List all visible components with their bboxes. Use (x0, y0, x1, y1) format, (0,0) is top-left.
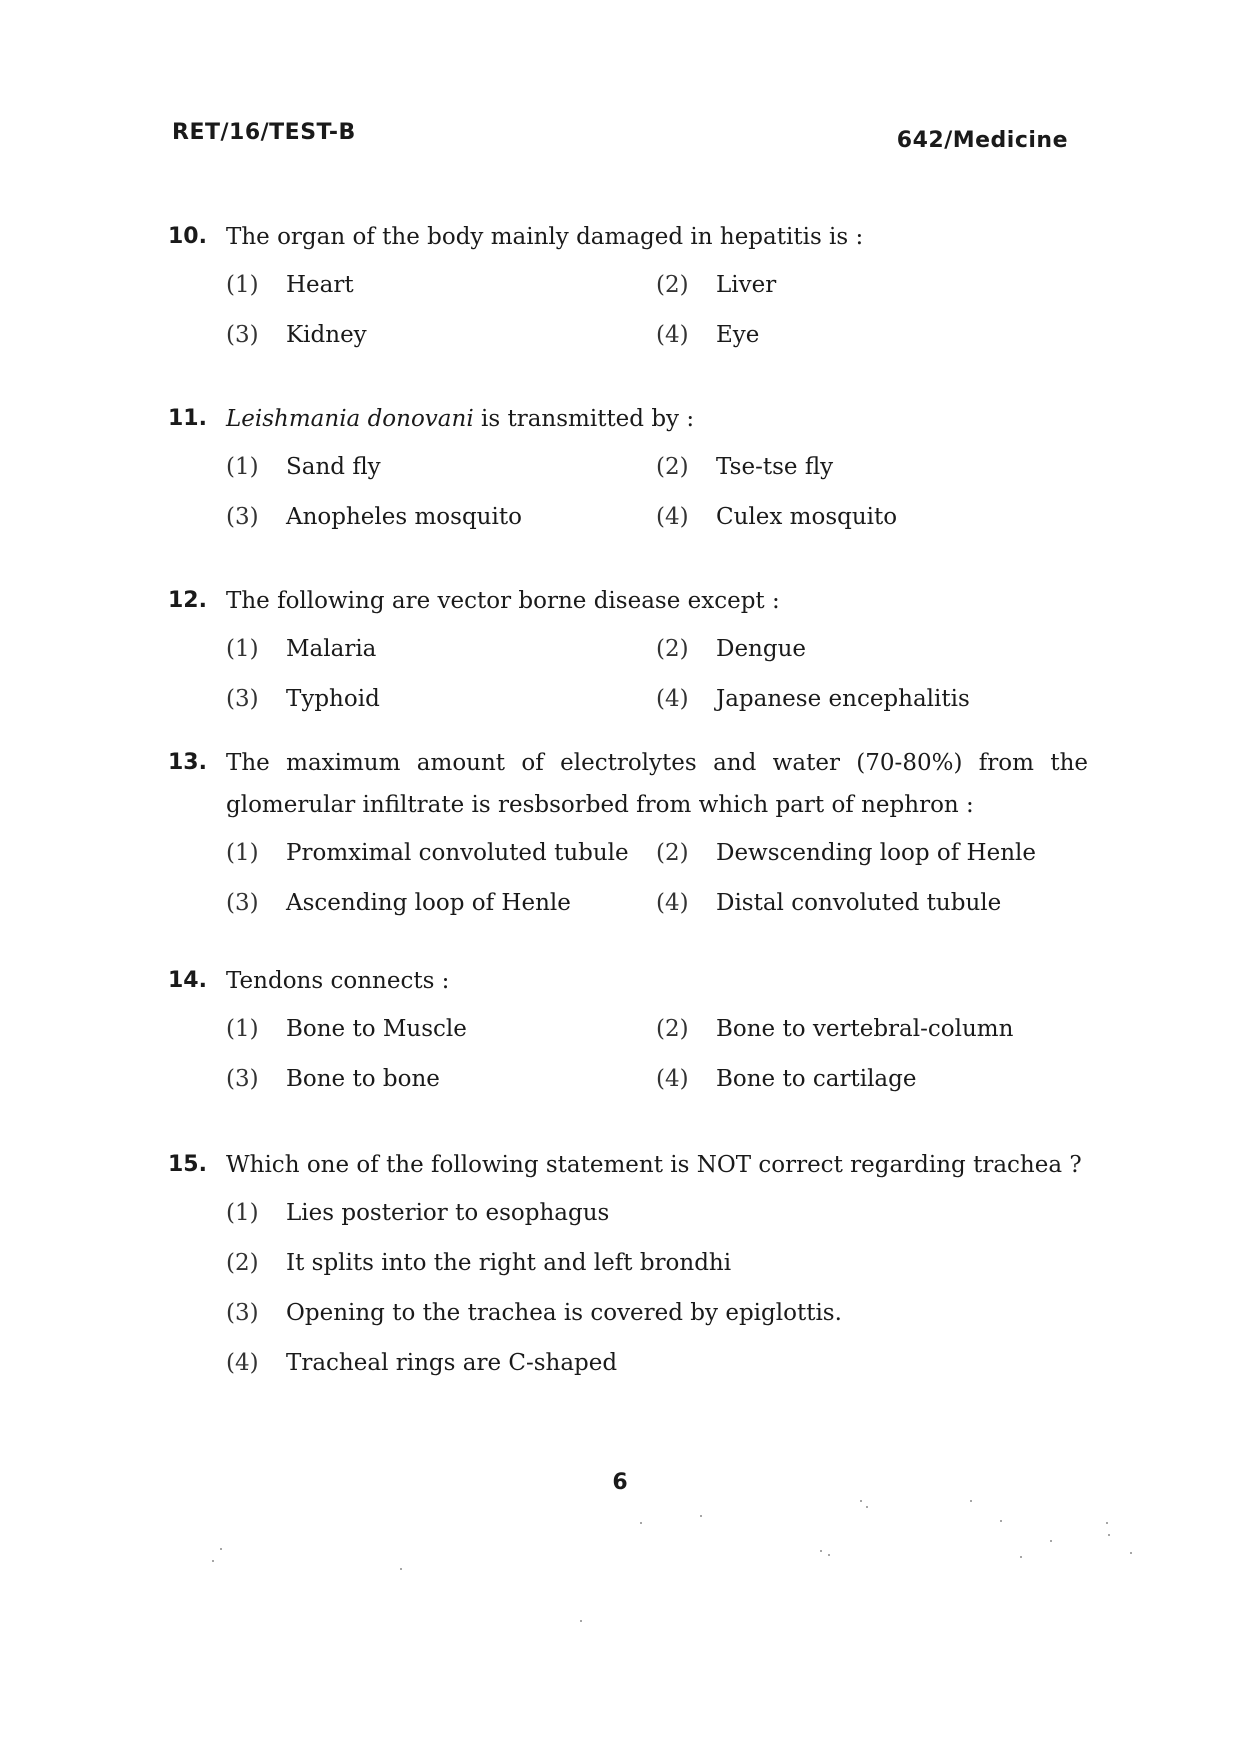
option-text: Bone to vertebral-column (716, 1016, 1014, 1042)
option-number: (4) (656, 504, 689, 530)
option-text: Dengue (716, 636, 807, 662)
option-4 (656, 496, 1076, 538)
subject-label: 642/Medicine (896, 128, 1068, 153)
option-number: (2) (226, 1250, 259, 1276)
question-number: 15. (168, 1152, 207, 1177)
option-text: Bone to cartilage (716, 1066, 917, 1092)
option-3 (226, 678, 656, 720)
option-number: (2) (656, 454, 689, 480)
question-text (226, 398, 1088, 440)
option-text: Typhoid (286, 686, 380, 712)
question-11 (168, 398, 1088, 538)
option-text: Liver (716, 272, 777, 298)
option-3 (226, 882, 656, 924)
option-number: (2) (656, 840, 689, 866)
option-number: (1) (226, 636, 259, 662)
option-4 (656, 882, 1076, 924)
option-text: Heart (286, 272, 354, 298)
option-text: Sand fly (286, 454, 381, 480)
option-text: Culex mosquito (716, 504, 898, 530)
option-number: (3) (226, 1300, 259, 1326)
options-list (226, 628, 1088, 720)
option-4 (656, 678, 1076, 720)
option-text: Bone to Muscle (286, 1016, 467, 1042)
option-2 (656, 446, 1076, 488)
option-text: Lies posterior to esophagus (286, 1200, 610, 1226)
option-number: (4) (656, 1066, 689, 1092)
question-number: 13. (168, 750, 207, 775)
option-3 (226, 1058, 656, 1100)
option-text: Distal convoluted tubule (716, 890, 1002, 916)
option-text: Malaria (286, 636, 377, 662)
option-1 (226, 1192, 1086, 1234)
question-13 (168, 742, 1088, 924)
question-text: Which one of the following statement is NOT correct regarding trachea ? (226, 1152, 1082, 1178)
option-text: Eye (716, 322, 760, 348)
option-number: (1) (226, 840, 259, 866)
option-text: Anopheles mosquito (286, 504, 522, 530)
option-text: It splits into the right and left brondhi (286, 1250, 732, 1276)
options-list (226, 1192, 1088, 1384)
question-number: 14. (168, 968, 207, 993)
option-text: Bone to bone (286, 1066, 440, 1092)
option-1 (226, 1008, 656, 1050)
organism-name: Leishmania donovani (226, 406, 474, 432)
options-list (226, 264, 1088, 356)
exam-code: RET/16/TEST-B (172, 120, 356, 145)
option-text: Promximal convoluted tubule (286, 840, 629, 866)
option-number: (2) (656, 1016, 689, 1042)
option-3 (226, 496, 656, 538)
option-number: (3) (226, 504, 259, 530)
page-number: 6 (612, 1470, 628, 1495)
question-text: The maximum amount of electrolytes and water (70-80%) from the glomerular infiltrate is resbsorbed from which part of nephron : (226, 750, 1088, 818)
question-number: 10. (168, 224, 207, 249)
question-14 (168, 960, 1088, 1100)
option-number: (4) (656, 322, 689, 348)
option-number: (3) (226, 686, 259, 712)
option-number: (3) (226, 1066, 259, 1092)
option-2 (226, 1242, 1086, 1284)
option-number: (1) (226, 1200, 259, 1226)
question-15 (168, 1144, 1088, 1384)
option-1 (226, 628, 656, 670)
option-text: Opening to the trachea is covered by epiglottis. (286, 1300, 842, 1326)
option-number: (4) (656, 890, 689, 916)
option-4 (656, 314, 1076, 356)
option-number: (1) (226, 272, 259, 298)
question-12 (168, 580, 1088, 720)
option-2 (656, 832, 1076, 874)
option-number: (2) (656, 636, 689, 662)
question-text-rest: is transmitted by : (473, 406, 695, 432)
option-4 (656, 1058, 1076, 1100)
option-1 (226, 446, 656, 488)
question-text: Tendons connects : (226, 968, 450, 994)
question-text: The organ of the body mainly damaged in hepatitis is : (226, 224, 864, 250)
question-number: 12. (168, 588, 207, 613)
question-number: 11. (168, 406, 207, 431)
option-2 (656, 628, 1076, 670)
option-2 (656, 264, 1076, 306)
options-list (226, 446, 1088, 538)
option-number: (1) (226, 1016, 259, 1042)
option-1 (226, 264, 656, 306)
option-text: Tracheal rings are C-shaped (286, 1350, 618, 1376)
option-text: Dewscending loop of Henle (716, 840, 1036, 866)
option-text: Japanese encephalitis (716, 686, 970, 712)
question-10 (168, 216, 1088, 356)
option-text: Kidney (286, 322, 367, 348)
option-number: (1) (226, 454, 259, 480)
option-3 (226, 1292, 1086, 1334)
option-2 (656, 1008, 1076, 1050)
option-number: (4) (656, 686, 689, 712)
option-number: (4) (226, 1350, 259, 1376)
options-list (226, 1008, 1088, 1100)
option-number: (3) (226, 322, 259, 348)
question-text: The following are vector borne disease except : (226, 588, 780, 614)
option-4 (226, 1342, 1086, 1384)
option-number: (2) (656, 272, 689, 298)
option-1 (226, 832, 656, 874)
option-number: (3) (226, 890, 259, 916)
option-3 (226, 314, 656, 356)
options-list (226, 832, 1088, 924)
option-text: Tse-tse fly (716, 454, 834, 480)
option-text: Ascending loop of Henle (286, 890, 571, 916)
